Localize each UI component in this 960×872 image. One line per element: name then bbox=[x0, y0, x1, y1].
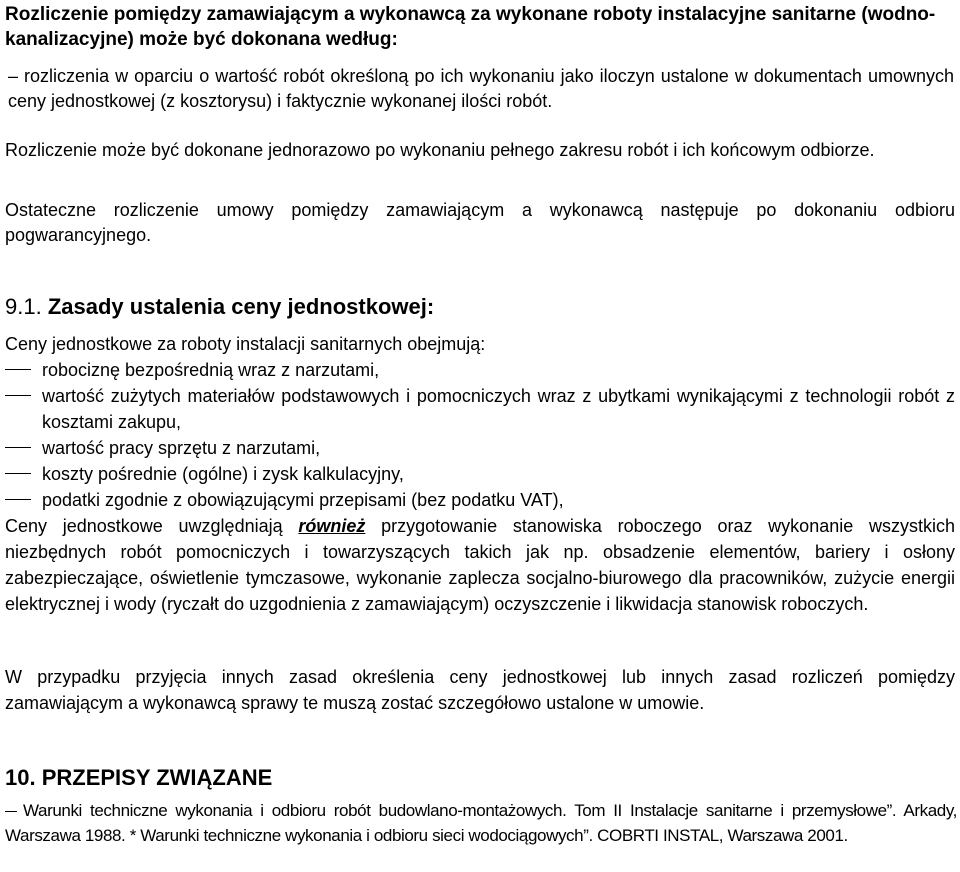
bullet-rozliczenia bbox=[8, 64, 954, 114]
dash-mark bbox=[5, 473, 31, 474]
paragraph-inne-zasady: W przypadku przyjęcia innych zasad określenia ceny jednostkowej lub innych zasad rozliczeń pomiędzy zamawiającym a wykonawcą sprawy te muszą zostać szczegółowo ustalone w umowie. bbox=[5, 667, 955, 713]
rowniez-after: przygotowanie stanowiska roboczego oraz wykonanie wszystkich niezbędnych robót pomocniczych i towarzyszących takich jak np. obsadzenie elementów, bariery i osłony zabezpieczające, oświetlenie tymczasowe, wykonanie zaplecza socjalno-biurowego dla pracowników, zużycie energii elektrycznej i wody (ryczałt do uzgodnienia z zamawiającym) oczyszczenie i likwidacja stanowisk roboczych. bbox=[5, 516, 955, 614]
paragraph-jednorazowo: Rozliczenie może być dokonane jednorazowo po wykonaniu pełnego zakresu robót i ich końcowym odbiorze. bbox=[5, 140, 875, 160]
rowniez-emphasis: również bbox=[298, 516, 366, 536]
dash-mark bbox=[5, 395, 31, 396]
references-text: Warunki techniczne wykonania i odbioru robót budowlano-montażowych. Tom II Instalacje sanitarne i przemysłowe”. Arkady, Warszawa 1988. * Warunki techniczne wykonania i odbioru sieci wodociągowych”. COBRTI INSTAL, Warszawa 2001. bbox=[5, 801, 957, 845]
section-9-1-heading bbox=[5, 292, 955, 322]
list-item-text: wartość pracy sprzętu z narzutami, bbox=[42, 438, 321, 458]
references bbox=[5, 798, 957, 848]
paragraph-ostateczne: Ostateczne rozliczenie umowy pomiędzy zamawiającym a wykonawcą następuje po dokonaniu odbioru pogwarancyjnego. bbox=[5, 200, 955, 245]
bullet-text: rozliczenia w oparciu o wartość robót określoną po ich wykonaniu jako iloczyn ustalone w dokumentach umownych ceny jednostkowej (z kosztorysu) i faktycznie wykonanej ilości robót. bbox=[8, 66, 954, 111]
list-item bbox=[5, 435, 955, 461]
section-10-heading: 10. PRZEPISY ZWIĄZANE bbox=[5, 765, 273, 790]
list-item bbox=[5, 357, 955, 383]
paragraph-rowniez bbox=[5, 513, 955, 617]
dash-mark bbox=[5, 447, 31, 448]
bullet-dash: – bbox=[8, 66, 25, 86]
list-item-text: podatki zgodnie z obowiązującymi przepisami (bez podatku VAT), bbox=[42, 490, 564, 510]
section-title: Zasady ustalenia ceny jednostkowej: bbox=[47, 294, 435, 319]
list-item-text: robociznę bezpośrednią wraz z narzutami, bbox=[42, 360, 380, 380]
list-item-text: koszty pośrednie (ogólne) i zysk kalkulacyjny, bbox=[42, 464, 404, 484]
list-item-text: wartość zużytych materiałów podstawowych i pomocniczych wraz z ubytkami wynikającymi z technologii robót z kosztami zakupu, bbox=[42, 386, 955, 432]
ceny-intro: Ceny jednostkowe za roboty instalacji sanitarnych obejmują: bbox=[5, 334, 486, 354]
dash-mark bbox=[5, 499, 31, 500]
list-item bbox=[5, 383, 955, 435]
reference-dash bbox=[5, 811, 17, 812]
components-list bbox=[5, 357, 955, 513]
section-number: 9.1. bbox=[5, 294, 42, 319]
list-item bbox=[5, 461, 955, 487]
intro-heading: Rozliczenie pomiędzy zamawiającym a wykonawcą za wykonane roboty instalacyjne sanitarne (wodno-kanalizacyjne) może być dokonana według: bbox=[5, 4, 936, 50]
rowniez-before: Ceny jednostkowe uwzględniają bbox=[5, 516, 299, 536]
list-item bbox=[5, 487, 955, 513]
dash-mark bbox=[5, 369, 31, 370]
